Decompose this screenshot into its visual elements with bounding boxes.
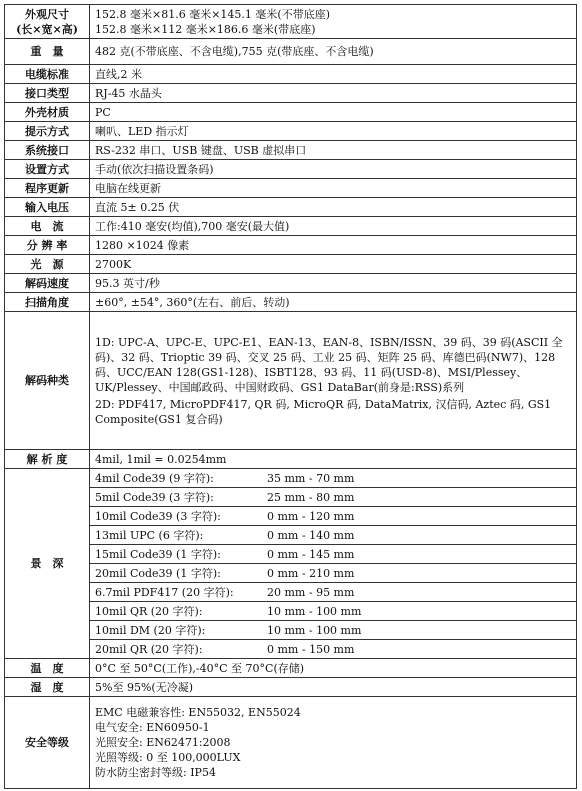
value-precision: 4mil, 1mil = 0.0254mm [90,450,577,469]
value-dimensions [90,5,577,39]
value-safety [90,697,577,789]
label-dimensions-line1: 外观尺寸 [25,7,69,21]
value-weight: 482 克(不带底座、不含电缆),755 克(带底座、不含电缆) [90,39,577,65]
depth-code: 6.7mil PDF417 (20 字符): [95,585,234,599]
depth-row [5,564,577,583]
value-cable: 直线,2 米 [90,65,577,84]
depth-row [5,488,577,507]
value-speed: 95.3 英寸/秒 [90,274,577,293]
label-cable: 电缆标准 [5,65,90,84]
symbologies-1d: 1D: UPC-A、UPC-E、UPC-E1、EAN-13、EAN-8、ISBN/ISSN、39 码、39 码(ASCII 全码)、32 码、Trioptic 39 码、交叉 25 码、工业 25 码、矩阵 25 码、库德巴码(NW7)、128 码、UCC/EAN 128(GS1-128)、ISBT128、93 码、11 码(USD-8)、MSI/Plessey、UK/Plessey、中国邮政码、中国财政码、GS1 DataBar(前身是:RSS)系列 [95,335,563,394]
value-angle: ±60°, ±54°, 360°(左右、前后、转动) [90,293,577,312]
label-dimensions-line2: (长×宽×高) [16,22,78,36]
label-precision: 解 析 度 [5,450,90,469]
depth-code: 15mil Code39 (1 字符): [95,547,221,561]
safety-line: 防水防尘密封等级: IP54 [95,766,216,779]
depth-range: 10 mm - 100 mm [267,623,362,637]
value-shell: PC [90,103,577,122]
value-update: 电脑在线更新 [90,179,577,198]
depth-row [5,583,577,602]
depth-code: 20mil QR (20 字符): [95,642,203,656]
label-humidity: 湿 度 [5,678,90,697]
spec-table [4,4,577,789]
depth-range: 0 mm - 120 mm [267,509,355,523]
depth-range: 35 mm - 70 mm [267,471,355,485]
label-angle: 扫描角度 [5,293,90,312]
depth-row [5,602,577,621]
label-speed: 解码速度 [5,274,90,293]
depth-range: 0 mm - 140 mm [267,528,355,542]
spec-row-setup [5,160,577,179]
label-light: 光 源 [5,255,90,274]
value-resolution: 1280 ×1024 像素 [90,236,577,255]
depth-row [5,507,577,526]
depth-row [5,545,577,564]
value-humidity: 5%至 95%(无冷凝) [90,678,577,697]
label-interface: 接口类型 [5,84,90,103]
value-system-interface: RS-232 串口、USB 键盘、USB 虚拟串口 [90,141,577,160]
label-depth-of-field: 景 深 [5,469,90,659]
depth-code: 10mil DM (20 字符): [95,623,206,637]
depth-range: 10 mm - 100 mm [267,604,362,618]
value-dimensions-line1: 152.8 毫米×81.6 毫米×145.1 毫米(不带底座) [95,7,330,21]
value-temperature: 0°C 至 50°C(工作),-40°C 至 70°C(存储) [90,659,577,678]
value-light: 2700K [90,255,577,274]
spec-row-symbologies [5,312,577,450]
depth-code: 5mil Code39 (3 字符): [95,490,214,504]
value-symbologies [90,312,577,450]
spec-row-cable [5,65,577,84]
depth-row [5,621,577,640]
value-setup: 手动(依次扫描设置条码) [90,160,577,179]
depth-code: 10mil QR (20 字符): [95,604,203,618]
spec-row-safety [5,697,577,789]
spec-row-dimensions [5,5,577,39]
label-system-interface: 系统接口 [5,141,90,160]
safety-line: 电气安全: EN60950-1 [95,721,210,734]
value-voltage: 直流 5± 0.25 伏 [90,198,577,217]
depth-range: 0 mm - 150 mm [267,642,355,656]
label-update: 程序更新 [5,179,90,198]
spec-row-update [5,179,577,198]
depth-code: 4mil Code39 (9 字符): [95,471,214,485]
spec-row-interface [5,84,577,103]
depth-range: 0 mm - 210 mm [267,566,355,580]
safety-line: 光照安全: EN62471:2008 [95,736,231,749]
label-voltage: 输入电压 [5,198,90,217]
spec-row-speed [5,274,577,293]
label-weight: 重 量 [5,39,90,65]
label-symbologies: 解码种类 [5,312,90,450]
spec-row-light [5,255,577,274]
label-temperature: 温 度 [5,659,90,678]
symbologies-2d: 2D: PDF417, MicroPDF417, QR 码, MicroQR 码, DataMatrix, 汉信码, Aztec 码, GS1 Composite(GS1 复合码) [95,397,552,426]
label-resolution: 分 辨 率 [5,236,90,255]
spec-row-shell [5,103,577,122]
label-current: 电 流 [5,217,90,236]
label-shell: 外壳材质 [5,103,90,122]
spec-row-weight [5,39,577,65]
spec-row-prompt [5,122,577,141]
depth-range: 25 mm - 80 mm [267,490,355,504]
spec-row-voltage [5,198,577,217]
spec-row-system-interface [5,141,577,160]
label-safety: 安全等级 [5,697,90,789]
value-dimensions-line2: 152.8 毫米×112 毫米×186.6 毫米(带底座) [95,22,316,36]
label-setup: 设置方式 [5,160,90,179]
depth-range: 20 mm - 95 mm [267,585,355,599]
spec-row-precision [5,450,577,469]
depth-range: 0 mm - 145 mm [267,547,355,561]
value-current: 工作:410 毫安(均值),700 毫安(最大值) [90,217,577,236]
spec-row-temperature [5,659,577,678]
depth-row [5,640,577,659]
spec-row-resolution [5,236,577,255]
value-prompt: 喇叭、LED 指示灯 [90,122,577,141]
spec-row-current [5,217,577,236]
label-prompt: 提示方式 [5,122,90,141]
spec-row-humidity [5,678,577,697]
safety-line: EMC 电磁兼容性: EN55032, EN55024 [95,706,301,719]
depth-row [5,469,577,488]
depth-code: 10mil Code39 (3 字符): [95,509,221,523]
depth-code: 20mil Code39 (1 字符): [95,566,221,580]
label-dimensions [5,5,90,39]
value-interface: RJ-45 水晶头 [90,84,577,103]
spec-row-angle [5,293,577,312]
depth-code: 13mil UPC (6 字符): [95,528,204,542]
safety-line: 光照等级: 0 至 100,000LUX [95,751,241,764]
depth-row [5,526,577,545]
